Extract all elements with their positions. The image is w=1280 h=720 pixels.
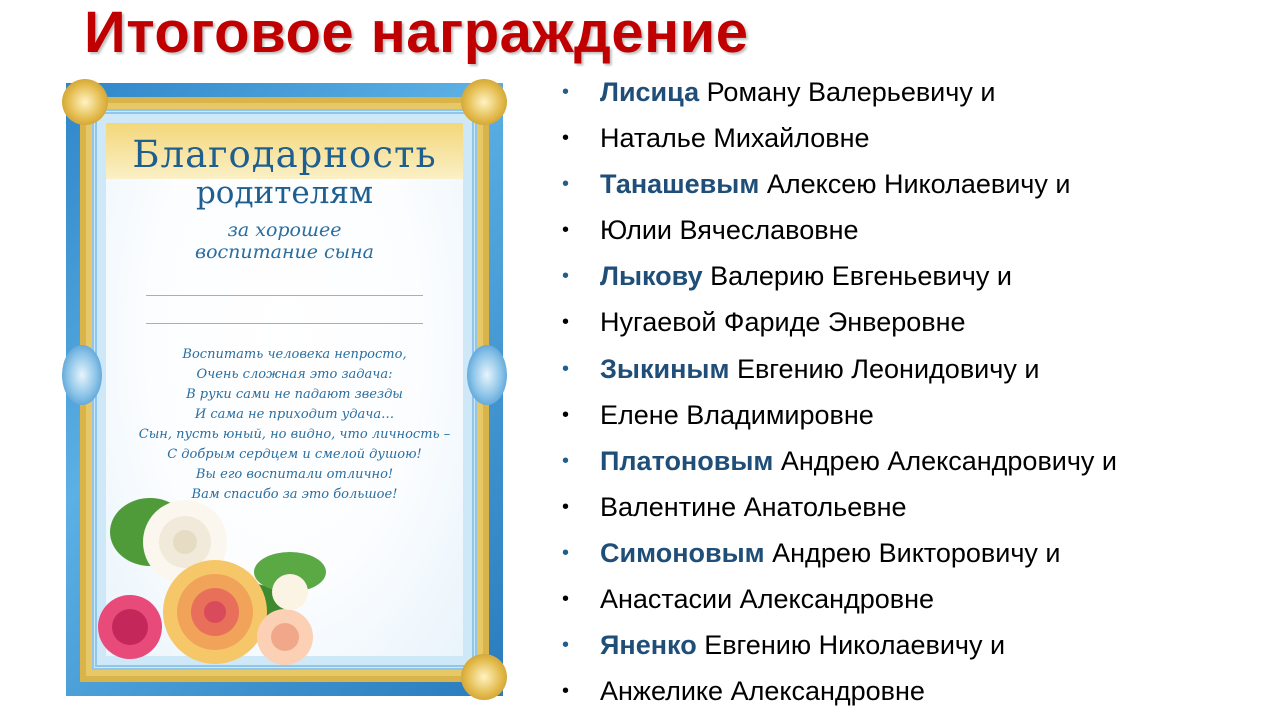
awardee-name: Андрею Викторовичу и <box>764 537 1061 568</box>
corner-ornament-icon <box>62 79 108 125</box>
bullet-icon: • <box>562 265 570 288</box>
awardee-surname: Симоновым <box>600 537 765 568</box>
certificate-caption <box>66 219 503 263</box>
certificate-heading: Благодарность <box>132 133 437 176</box>
awardee-name: Нугаевой Фариде Энверовне <box>600 307 966 338</box>
side-ornament-icon <box>467 345 507 405</box>
caption-line: за хорошее <box>227 219 342 241</box>
roses-bouquet-icon <box>90 462 340 672</box>
bullet-icon: • <box>562 173 570 196</box>
bullet-icon: • <box>562 449 570 472</box>
bullet-icon: • <box>562 311 570 334</box>
corner-ornament-icon <box>461 654 507 700</box>
caption-line: воспитание сына <box>195 241 374 263</box>
signature-line <box>146 295 423 296</box>
bullet-icon: • <box>562 634 570 657</box>
awardee-name: Евгению Леонидовичу и <box>729 353 1040 384</box>
poem-line: Вы его воспитали отлично! <box>195 467 394 482</box>
poem-line: С добрым сердцем и смелой душою! <box>167 447 422 462</box>
awardee-surname: Яненко <box>600 630 697 661</box>
awardee-name: Наталье Михайловне <box>600 123 870 154</box>
awardee-name: Анжелике Александровне <box>600 676 925 707</box>
poem-line: И сама не приходит удача… <box>194 407 395 422</box>
awardee-name: Валентине Анатольевне <box>600 491 907 522</box>
awardee-surname: Лыкову <box>600 261 703 292</box>
bullet-icon: • <box>562 541 570 564</box>
awardee-name: Юлии Вячеславовне <box>600 215 859 246</box>
bullet-icon: • <box>562 357 570 380</box>
awardee-surname: Зыкиным <box>600 353 730 384</box>
bullet-icon: • <box>562 403 570 426</box>
bullet-icon: • <box>562 680 570 703</box>
awardee-surname: Лисица <box>600 77 700 107</box>
awardee-name: Елене Владимировне <box>600 399 874 430</box>
awardee-name: Андрею Александровичу и <box>773 445 1118 476</box>
slide-title: Итоговое награждение <box>84 0 749 65</box>
poem-line: Очень сложная это задача: <box>196 367 393 382</box>
awardee-surname: Платоновым <box>600 445 774 476</box>
bullet-icon: • <box>562 219 570 242</box>
awardee-name: Алексею Николаевичу и <box>759 169 1071 200</box>
poem-line: Вам спасибо за это большое! <box>191 487 398 502</box>
certificate-image <box>66 83 503 696</box>
bullet-icon: • <box>562 127 570 150</box>
signature-line <box>146 323 423 324</box>
bullet-icon: • <box>562 495 570 518</box>
awardee-name: Евгению Николаевичу и <box>696 630 1006 661</box>
poem-line: Воспитать человека непросто, <box>182 347 407 362</box>
awardee-surname: Танашевым <box>600 169 760 200</box>
bullet-icon: • <box>562 588 570 611</box>
awardee-name: Анастасии Александровне <box>600 584 935 615</box>
corner-ornament-icon <box>461 79 507 125</box>
certificate-subheading: родителям <box>195 175 374 211</box>
bullet-icon: • <box>562 81 570 103</box>
poem-line: Сын, пусть юный, но видно, что личность – <box>138 427 451 442</box>
side-ornament-icon <box>62 345 102 405</box>
awardee-name: Валерию Евгеньевичу и <box>702 261 1012 292</box>
awardee-name: Роману Валерьевичу и <box>699 77 996 107</box>
poem-line: В руки сами не падают звезды <box>186 387 403 402</box>
